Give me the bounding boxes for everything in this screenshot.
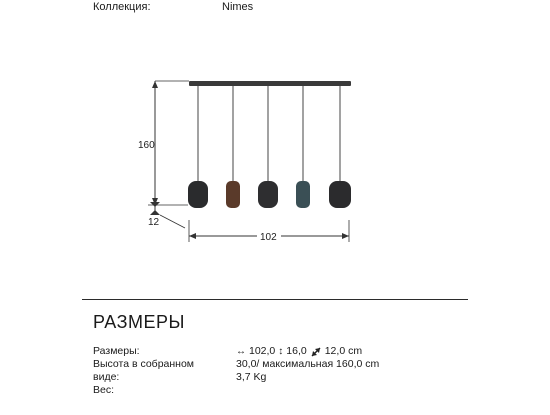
spec-height-value: 12,0 cm — [324, 345, 363, 357]
collection-label: Коллекция: — [93, 1, 151, 13]
pendant-shade-4 — [296, 181, 310, 208]
drop-dimension-label: 12 — [148, 217, 160, 228]
diagonal-arrow-icon — [310, 346, 322, 358]
width-arrow-icon: ↔ — [236, 346, 246, 357]
spec-value-dimensions — [236, 345, 496, 358]
spec-value-assembled-height: 30,0/ максимальная 160,0 cm — [236, 358, 380, 370]
width-arrow-left — [189, 233, 196, 239]
collection-value: Nimes — [222, 1, 254, 13]
pendant-shade-5 — [329, 181, 351, 208]
section-title: РАЗМЕРЫ — [93, 312, 185, 332]
spec-label-dimensions: Размеры: — [93, 345, 140, 357]
section-divider — [82, 299, 468, 300]
spec-value-weight: 3,7 Kg — [236, 371, 267, 383]
spec-width-value: 102,0 — [249, 345, 276, 357]
drop-leader-line — [160, 215, 185, 228]
dimension-diagram-svg — [130, 70, 370, 250]
specs-values — [236, 345, 496, 384]
height-dimension-label: 160 — [138, 140, 155, 151]
width-dimension-label: 102 — [260, 232, 277, 243]
width-arrow-right — [342, 233, 349, 239]
pendant-shade-3 — [258, 181, 278, 208]
drop-arrow-bottom — [150, 210, 160, 215]
specs-labels — [93, 345, 223, 397]
spec-label-weight: Вес: — [93, 384, 115, 396]
pendant-shade-1 — [188, 181, 208, 208]
spec-depth-value: 16,0 — [286, 345, 307, 357]
drop-arrow-top — [150, 202, 160, 207]
ceiling-canopy — [189, 81, 351, 86]
pendant-shade-2 — [226, 181, 240, 208]
height-arrow-top — [152, 81, 158, 88]
collection-row — [93, 0, 473, 16]
depth-arrow-icon: ↕ — [278, 346, 284, 357]
product-dimension-drawing — [130, 70, 370, 250]
spec-label-assembled-height: Высота в собранном виде: — [93, 358, 195, 383]
